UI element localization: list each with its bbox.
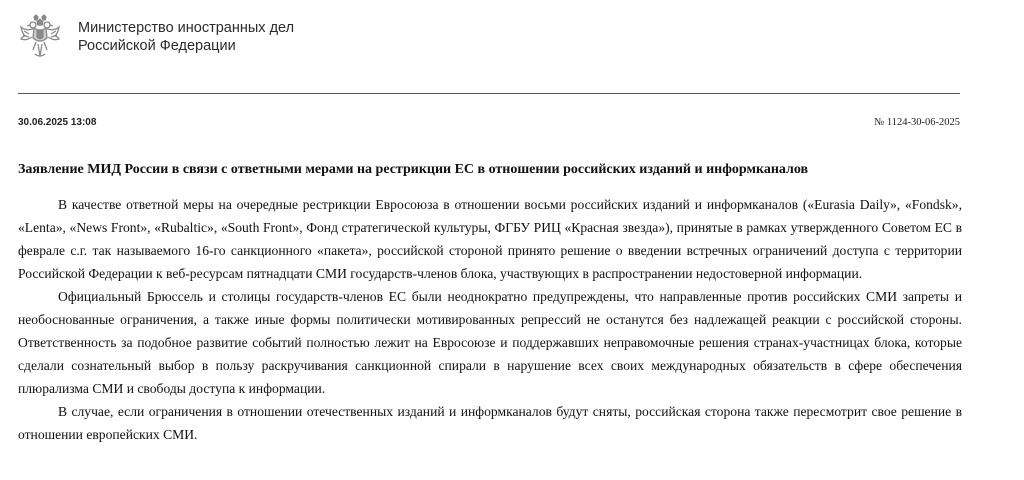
- ministry-name-line1: Министерство иностранных дел: [78, 20, 295, 36]
- document-body: [18, 193, 962, 446]
- header-divider: [18, 93, 960, 94]
- ministry-name[interactable]: [78, 19, 294, 55]
- paragraph: В случае, если ограничения в отношении отечественных изданий и информканалов будут сняты, российская сторона также пересмотрит свое решение в отношении европейских СМИ.: [18, 404, 962, 442]
- document-title: Заявление МИД России в связи с ответными мерами на рестрикции ЕС в отношении российских изданий и информканалов: [18, 162, 809, 177]
- document-number: № 1124-30-06-2025: [874, 117, 960, 128]
- ministry-name-line2: Российской Федерации: [78, 38, 236, 54]
- page-header: [18, 12, 294, 62]
- coat-of-arms-icon[interactable]: [18, 14, 62, 60]
- paragraph: Официальный Брюссель и столицы государств-членов ЕС были неоднократно предупреждены, что направленные против российских СМИ запреты и необоснованные ограничения, а также иные формы политически мотивированных репрессий не останутся без надлежащей реакции с российской стороны. Ответственность за подобное развитие событий полностью лежит на Евросоюзе и поддержавших неправомочные решения странах-участницах блока, которые сделали сознательный выбор в пользу раскручивания санкционной спирали в нарушение всех своих международных обязательств в сфере обеспечения плюрализма СМИ и свободы доступа к информации.: [18, 289, 962, 396]
- publication-date: 30.06.2025 13:08: [18, 117, 97, 128]
- paragraph: В качестве ответной меры на очередные рестрикции Евросоюза в отношении восьми российских изданий и информканалов («Eurasia Daily», «Fondsk», «Lenta», «News Front», «Rubaltic», «South Front», Фонд стратегической культуры, ФГБУ РИЦ «Красная звезда»), принятые в рамках утвержденного Советом ЕС в феврале с.г. так называемого 16-го санкционного «пакета», российской стороной принято решение о введении встречных ограничений доступа с территории Российской Федерации к веб-ресурсам пятнадцати СМИ государств-членов блока, участвующих в распространении недостоверной информации.: [18, 197, 962, 281]
